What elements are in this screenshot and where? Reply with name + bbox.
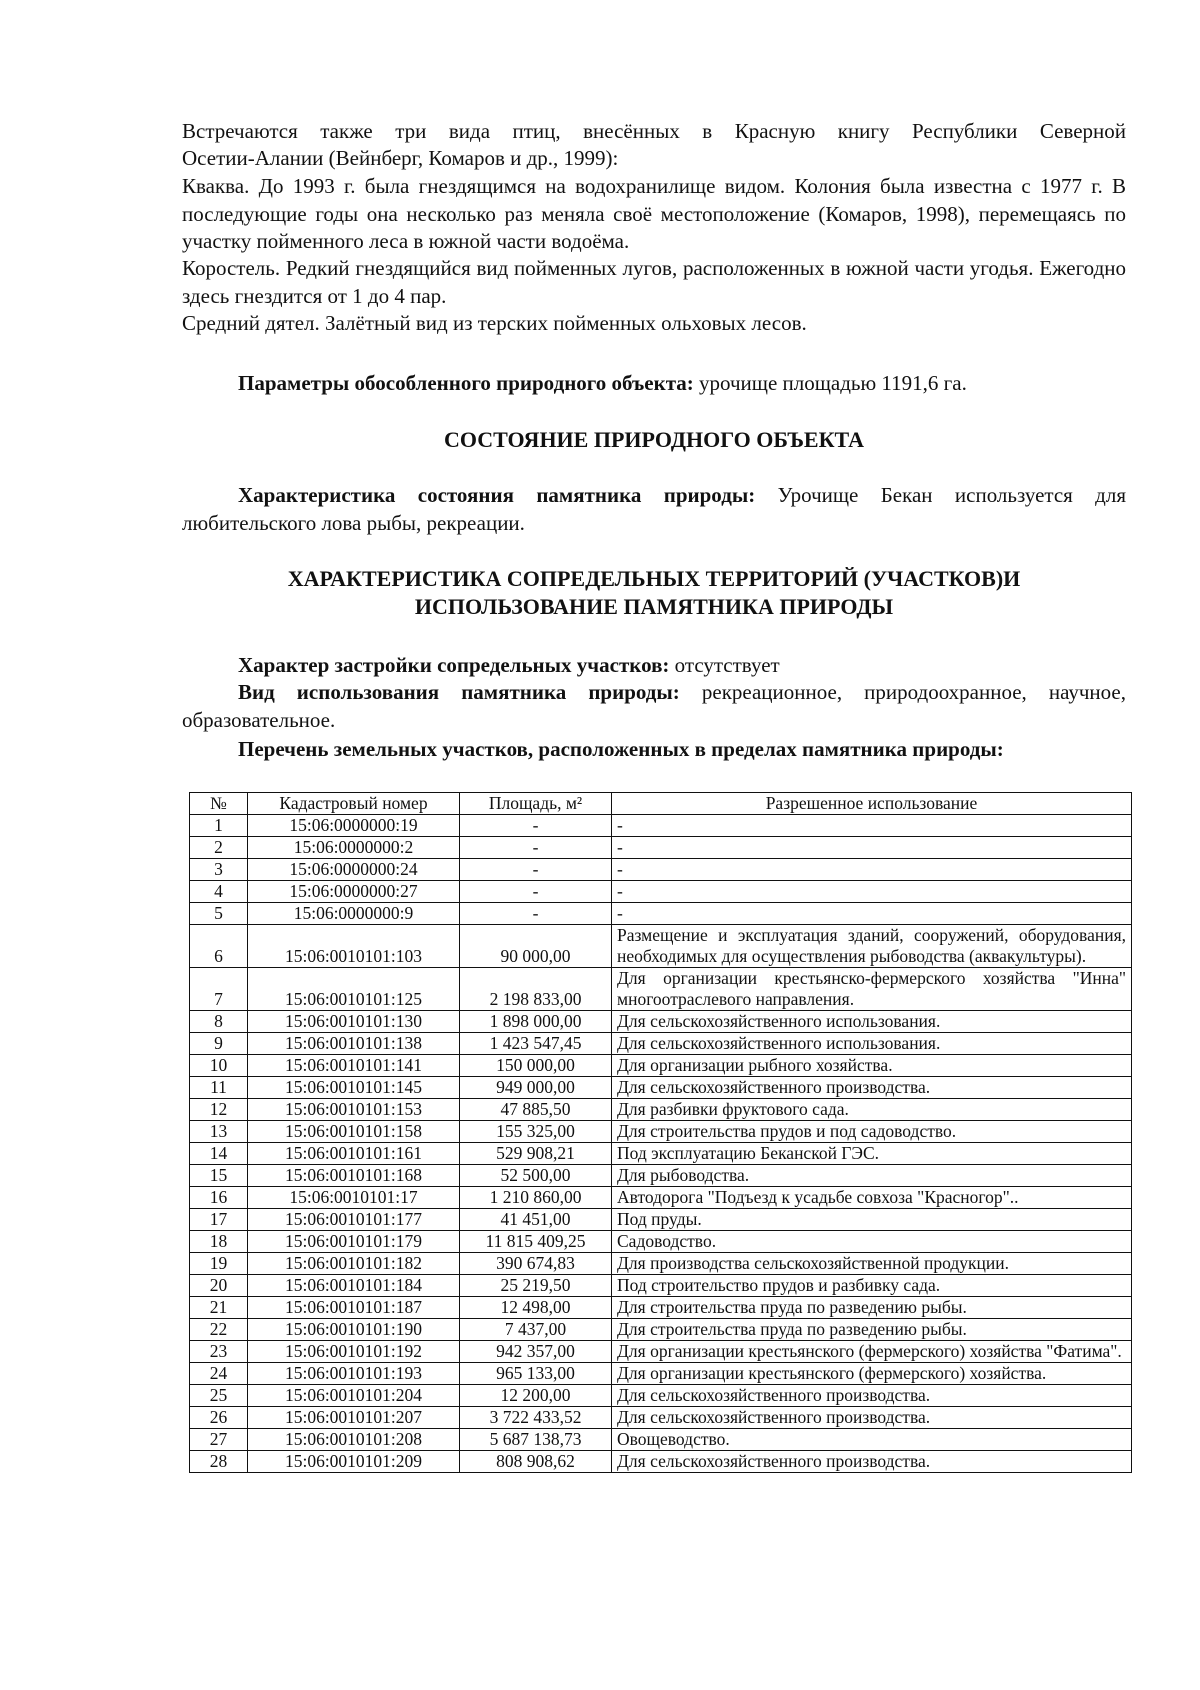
cell-cadastral: 15:06:0010101:153 [248,1099,460,1121]
cell-cadastral: 15:06:0010101:130 [248,1011,460,1033]
cell-area: 529 908,21 [460,1143,612,1165]
parameters-paragraph [182,370,1126,398]
cell-num: 24 [190,1363,248,1385]
birds-intro-line1: Встречаются также три вида птиц, внесённых в Красную книгу Республики Северной [182,119,1126,143]
cell-cadastral: 15:06:0010101:182 [248,1253,460,1275]
cell-use: Для производства сельскохозяйственной продукции. [612,1253,1132,1275]
cell-num: 25 [190,1385,248,1407]
cell-cadastral: 15:06:0010101:207 [248,1407,460,1429]
state-paragraph [182,482,1126,537]
cell-num: 5 [190,903,248,925]
cell-cadastral: 15:06:0010101:17 [248,1187,460,1209]
cell-num: 14 [190,1143,248,1165]
cell-use: Для организации крестьянского (фермерского) хозяйства "Фатима". [612,1341,1132,1363]
cell-use: Для сельскохозяйственного производства. [612,1077,1132,1099]
state-value: Урочище Бекан используется для любительского лова рыбы, рекреации. [182,483,1126,535]
cell-cadastral: 15:06:0010101:193 [248,1363,460,1385]
table-row [190,815,1132,837]
cell-cadastral: 15:06:0010101:209 [248,1451,460,1473]
table-row [190,1209,1132,1231]
parameters-label: Параметры обособленного природного объекта: [238,371,694,395]
table-row [190,859,1132,881]
cell-area: 52 500,00 [460,1165,612,1187]
cell-use: Под строительство прудов и разбивку сада. [612,1275,1132,1297]
cell-cadastral: 15:06:0000000:2 [248,837,460,859]
cell-num: 15 [190,1165,248,1187]
cell-num: 3 [190,859,248,881]
cell-area: - [460,859,612,881]
cell-use: Для сельскохозяйственного использования. [612,1033,1132,1055]
cell-use: Для сельскохозяйственного использования. [612,1011,1132,1033]
cell-num: 10 [190,1055,248,1077]
cell-cadastral: 15:06:0010101:208 [248,1429,460,1451]
cell-num: 8 [190,1011,248,1033]
cell-area: 1 210 860,00 [460,1187,612,1209]
table-row [190,1055,1132,1077]
cell-use: Для строительства пруда по разведению рыбы. [612,1297,1132,1319]
cell-num: 13 [190,1121,248,1143]
cell-area: 949 000,00 [460,1077,612,1099]
cell-cadastral: 15:06:0010101:190 [248,1319,460,1341]
cell-area: - [460,815,612,837]
cell-use: Для организации крестьянско-фермерского хозяйства "Инна" многоотраслевого направления. [612,968,1132,1011]
development-value: отсутствует [669,653,780,677]
usage-value: рекреационное, природоохранное, научное, образовательное. [182,680,1126,732]
parameters-value: урочище площадью 1191,6 га. [693,371,967,395]
parcels-table-body [190,815,1132,1473]
cell-num: 21 [190,1297,248,1319]
cell-cadastral: 15:06:0010101:204 [248,1385,460,1407]
cell-num: 18 [190,1231,248,1253]
cell-area: - [460,903,612,925]
cell-cadastral: 15:06:0010101:179 [248,1231,460,1253]
cell-use: Для сельскохозяйственного производства. [612,1451,1132,1473]
cell-use: Автодорога "Подъезд к усадьбе совхоза "Красногор".. [612,1187,1132,1209]
cell-cadastral: 15:06:0010101:138 [248,1033,460,1055]
cell-num: 11 [190,1077,248,1099]
cell-area: - [460,881,612,903]
header-area: Площадь, м² [460,793,612,815]
cell-use: - [612,903,1132,925]
table-row [190,1231,1132,1253]
cell-cadastral: 15:06:0010101:177 [248,1209,460,1231]
cell-num: 16 [190,1187,248,1209]
cell-area: 12 200,00 [460,1385,612,1407]
cell-area: 47 885,50 [460,1099,612,1121]
cell-area: 808 908,62 [460,1451,612,1473]
table-row [190,903,1132,925]
cell-num: 9 [190,1033,248,1055]
territories-heading-line2: ИСПОЛЬЗОВАНИЕ ПАМЯТНИКА ПРИРОДЫ [414,594,894,619]
cell-use: - [612,815,1132,837]
cell-use: Овощеводство. [612,1429,1132,1451]
cell-num: 7 [190,968,248,1011]
cell-use: Для рыбоводства. [612,1165,1132,1187]
cell-use: Размещение и эксплуатация зданий, сооружений, оборудования, необходимых для осуществления рыбоводства (аквакультуры). [612,925,1132,968]
cell-cadastral: 15:06:0000000:9 [248,903,460,925]
table-row [190,1033,1132,1055]
table-row [190,1099,1132,1121]
cell-cadastral: 15:06:0010101:141 [248,1055,460,1077]
development-label: Характер застройки сопредельных участков: [238,653,670,677]
cell-num: 27 [190,1429,248,1451]
table-header-row [190,793,1132,815]
table-row [190,1165,1132,1187]
cell-area: 41 451,00 [460,1209,612,1231]
header-use: Разрешенное использование [612,793,1132,815]
table-row [190,837,1132,859]
cell-area: 11 815 409,25 [460,1231,612,1253]
cell-num: 23 [190,1341,248,1363]
cell-area: 155 325,00 [460,1121,612,1143]
cell-use: - [612,837,1132,859]
cell-use: Для организации рыбного хозяйства. [612,1055,1132,1077]
table-row [190,1011,1132,1033]
table-row [190,1319,1132,1341]
table-row [190,1297,1132,1319]
cell-use: Для строительства прудов и под садоводство. [612,1121,1132,1143]
cell-area: 942 357,00 [460,1341,612,1363]
paragraph-corncrake: Коростель. Редкий гнездящийся вид пойменных лугов, расположенных в южной части угодья. Ежегодно здесь гнездится от 1 до 4 пар. [182,256,1126,308]
cell-num: 12 [190,1099,248,1121]
cell-num: 19 [190,1253,248,1275]
cell-use: Для организации крестьянского (фермерского) хозяйства. [612,1363,1132,1385]
table-row [190,881,1132,903]
cell-area: 1 423 547,45 [460,1033,612,1055]
cell-area: 25 219,50 [460,1275,612,1297]
cell-num: 1 [190,815,248,837]
cell-cadastral: 15:06:0010101:103 [248,925,460,968]
table-row [190,1385,1132,1407]
birds-intro-line2: Осетии-Алании (Вейнберг, Комаров и др., 1999): [182,146,619,170]
list-heading: Перечень земельных участков, расположенных в пределах памятника природы: [238,737,1004,761]
table-row [190,1121,1132,1143]
table-row [190,1143,1132,1165]
cell-area: 1 898 000,00 [460,1011,612,1033]
cell-cadastral: 15:06:0010101:192 [248,1341,460,1363]
cell-cadastral: 15:06:0010101:158 [248,1121,460,1143]
table-row [190,1363,1132,1385]
cell-num: 26 [190,1407,248,1429]
cell-cadastral: 15:06:0010101:145 [248,1077,460,1099]
table-row [190,1077,1132,1099]
cell-area: 3 722 433,52 [460,1407,612,1429]
cell-cadastral: 15:06:0000000:27 [248,881,460,903]
cell-area: 5 687 138,73 [460,1429,612,1451]
cell-num: 20 [190,1275,248,1297]
cell-cadastral: 15:06:0010101:184 [248,1275,460,1297]
table-row [190,925,1132,968]
cell-area: 390 674,83 [460,1253,612,1275]
usage-paragraph [182,679,1126,734]
cell-use: - [612,881,1132,903]
table-row [190,1451,1132,1473]
table-row [190,968,1132,1011]
table-row [190,1187,1132,1209]
cell-cadastral: 15:06:0000000:19 [248,815,460,837]
cell-cadastral: 15:06:0010101:168 [248,1165,460,1187]
state-label: Характеристика состояния памятника природы: [238,483,756,507]
paragraph-heron: Кваква. До 1993 г. была гнездящимся на водохранилище видом. Колония была известна с 1977 г. В последующие годы она несколько раз меняла своё местоположение (Комаров, 1998), перемещаясь по участку пойменного леса в южной части водоёма. [182,174,1126,253]
development-paragraph [182,652,1126,680]
table-row [190,1407,1132,1429]
header-num: № [190,793,248,815]
cell-area: 150 000,00 [460,1055,612,1077]
cell-num: 28 [190,1451,248,1473]
cell-use: Для сельскохозяйственного производства. [612,1407,1132,1429]
cell-cadastral: 15:06:0010101:161 [248,1143,460,1165]
cell-use: Для строительства пруда по разведению рыбы. [612,1319,1132,1341]
cell-area: - [460,837,612,859]
cell-cadastral: 15:06:0010101:125 [248,968,460,1011]
cell-num: 2 [190,837,248,859]
parcels-table [189,792,1132,1473]
state-heading: СОСТОЯНИЕ ПРИРОДНОГО ОБЪЕКТА [444,427,864,452]
cell-area: 7 437,00 [460,1319,612,1341]
cell-num: 6 [190,925,248,968]
cell-num: 4 [190,881,248,903]
cell-use: - [612,859,1132,881]
cell-cadastral: 15:06:0000000:24 [248,859,460,881]
cell-use: Под эксплуатацию Беканской ГЭС. [612,1143,1132,1165]
cell-area: 90 000,00 [460,925,612,968]
table-row [190,1429,1132,1451]
table-row [190,1275,1132,1297]
table-row [190,1253,1132,1275]
cell-use: Для разбивки фруктового сада. [612,1099,1132,1121]
territories-heading-line1: ХАРАКТЕРИСТИКА СОПРЕДЕЛЬНЫХ ТЕРРИТОРИЙ (УЧАСТКОВ)И [287,566,1021,591]
header-cadastral: Кадастровый номер [248,793,460,815]
cell-area: 965 133,00 [460,1363,612,1385]
usage-label: Вид использования памятника природы: [238,680,680,704]
cell-use: Под пруды. [612,1209,1132,1231]
cell-cadastral: 15:06:0010101:187 [248,1297,460,1319]
cell-num: 22 [190,1319,248,1341]
cell-area: 2 198 833,00 [460,968,612,1011]
table-row [190,1341,1132,1363]
cell-area: 12 498,00 [460,1297,612,1319]
cell-num: 17 [190,1209,248,1231]
cell-use: Садоводство. [612,1231,1132,1253]
paragraph-woodpecker: Средний дятел. Залётный вид из терских пойменных ольховых лесов. [182,311,807,335]
cell-use: Для сельскохозяйственного производства. [612,1385,1132,1407]
